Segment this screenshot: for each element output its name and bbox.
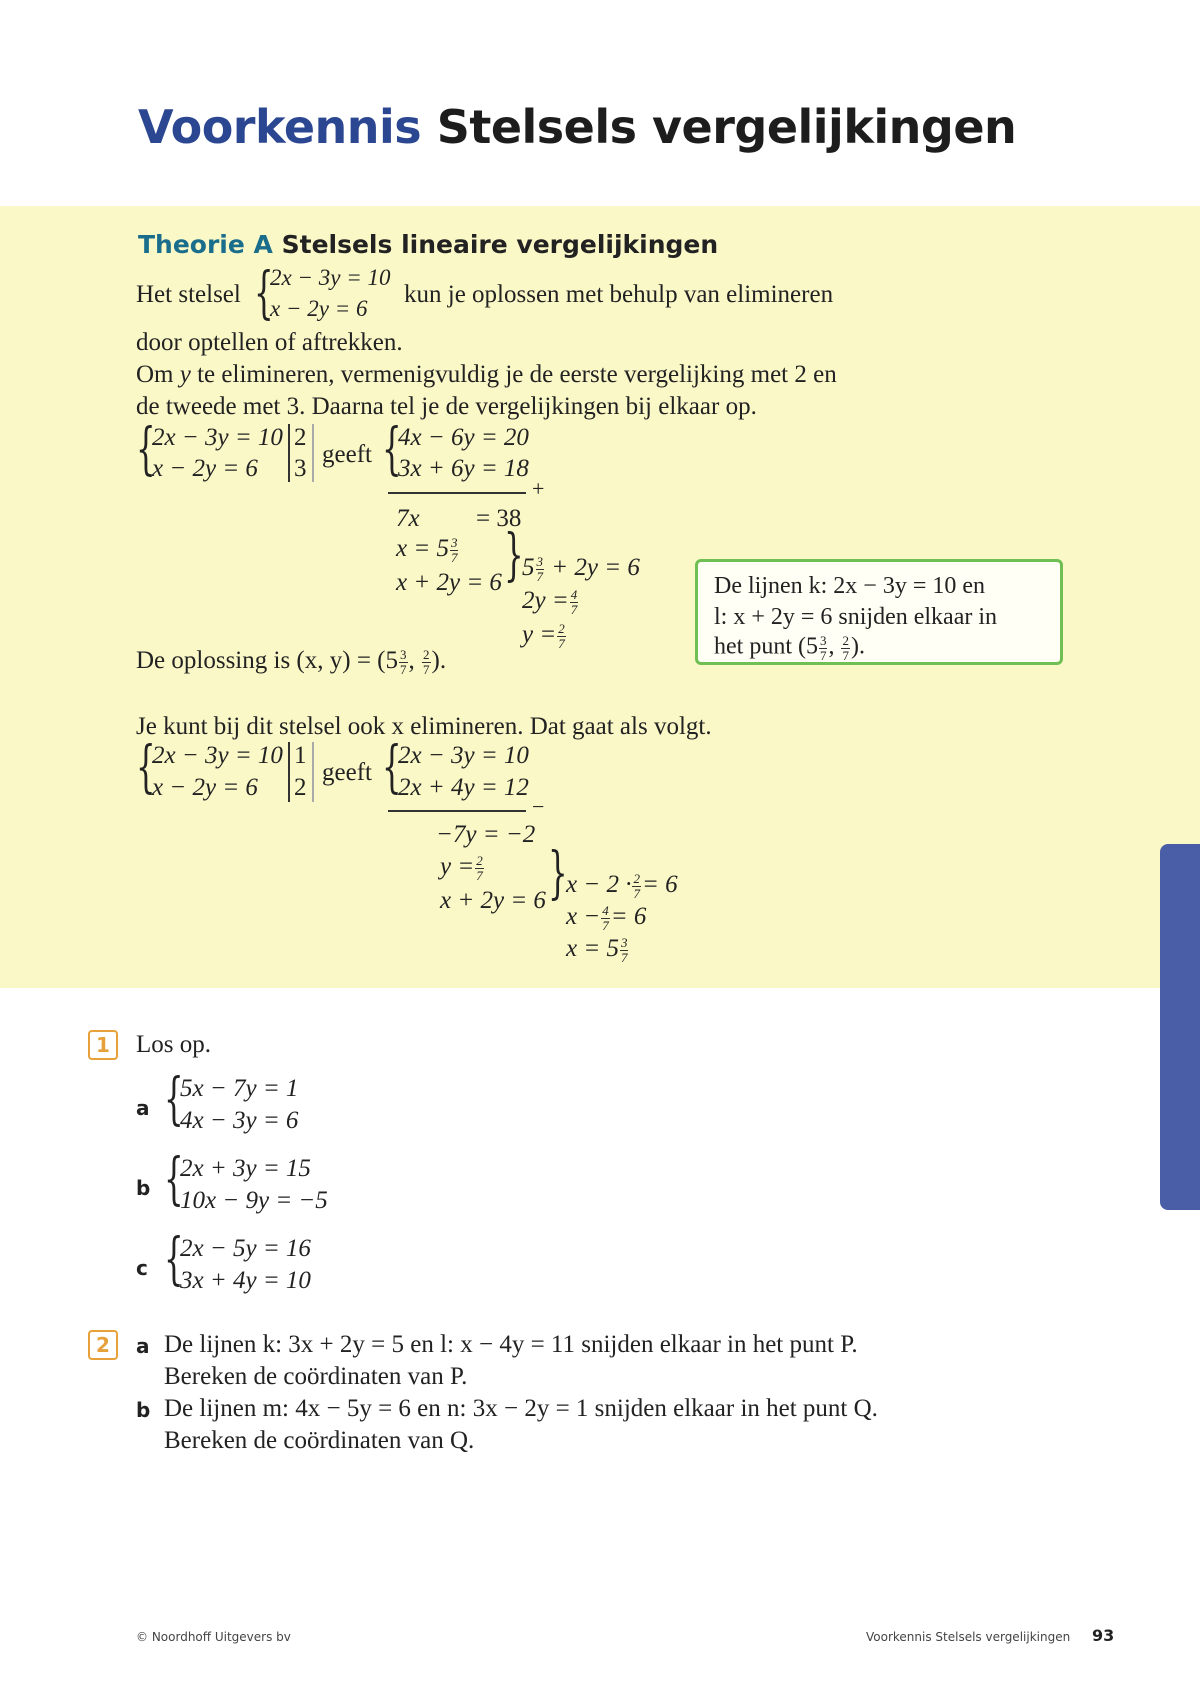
ex2-diff: −7y = −2 xyxy=(436,821,536,848)
ex1-mult-1: 2 xyxy=(294,424,307,451)
intro-line-2: door optellen of aftrekken. xyxy=(136,329,403,356)
ex2-eq-2: x − 2y = 6 xyxy=(152,774,258,801)
ex1-sum-left: 7x xyxy=(396,505,420,532)
ex2-mult-2: 2 xyxy=(294,774,307,801)
method-line-1: Om y te elimineren, vermenigvuldig je de eerste vergelijking met 2 en xyxy=(136,361,837,388)
ex2-step1-fraction: $\frac{2}{7}$ xyxy=(633,871,640,901)
ex1-multiplier-bar-right xyxy=(312,424,314,482)
ex1-step1-fraction: $\frac{3}{7}$ xyxy=(536,554,543,584)
exercise-2a-letter: a xyxy=(136,1334,150,1358)
exercise-1b-eq-2: 10x − 9y = −5 xyxy=(180,1187,328,1214)
exercise-number-2: 2 xyxy=(88,1330,118,1360)
ex1-result-2: 3x + 6y = 18 xyxy=(398,455,529,482)
exercise-2a-line-2: Bereken de coördinaten van P. xyxy=(164,1363,468,1390)
intersection-note xyxy=(695,559,1063,665)
ex2-step3-fraction: $\frac{3}{7}$ xyxy=(620,935,628,965)
ex1-sum-line xyxy=(388,492,526,494)
ex1-step-3: y = $\frac{2}{7}$ xyxy=(522,621,565,651)
ex2-result-2: 2x + 4y = 12 xyxy=(398,774,529,801)
exercise-1a-eq-1: 5x − 7y = 1 xyxy=(180,1075,299,1102)
theory-title: Stelsels lineaire vergelijkingen xyxy=(281,230,719,259)
ex1-step-1: 5 $\frac{3}{7}$ + 2y = 6 xyxy=(522,554,640,584)
exercise-1a-brace: { xyxy=(164,1067,184,1132)
theory-label: Theorie A xyxy=(138,230,273,259)
page-title xyxy=(138,100,1016,154)
exercise-1-instruction: Los op. xyxy=(136,1031,211,1058)
note-line-1: De lijnen k: 2x − 3y = 10 en xyxy=(714,573,986,599)
ex2-y-fraction: $\frac{2}{7}$ xyxy=(476,853,483,883)
ex1-back-eq: x + 2y = 6 xyxy=(396,569,502,596)
title-main: Stelsels vergelijkingen xyxy=(436,100,1017,154)
ex2-multiplier-bar-right xyxy=(312,742,314,802)
note-line-3: het punt (5 $\frac{3}{7}$ , $\frac{2}{7}$ ). xyxy=(714,633,865,663)
ex1-geeft: geeft xyxy=(322,441,372,468)
ex2-step-3: x = 5 $\frac{3}{7}$ xyxy=(566,935,628,965)
ex1-eq-2: x − 2y = 6 xyxy=(152,455,258,482)
exercise-1c-brace: { xyxy=(164,1227,184,1292)
ex1-x-fraction: $\frac{3}{7}$ xyxy=(450,535,458,565)
exercise-1b-eq-1: 2x + 3y = 15 xyxy=(180,1155,311,1182)
ex2-result-1: 2x − 3y = 10 xyxy=(398,742,529,769)
intro-suffix: kun je oplossen met behulp van elimineren xyxy=(404,281,834,308)
exercise-2b-letter: b xyxy=(136,1398,151,1422)
intro-eq-2: x − 2y = 6 xyxy=(270,296,368,321)
exercise-1b-letter: b xyxy=(136,1176,151,1200)
solution-fraction-y: $\frac{2}{7}$ xyxy=(423,647,430,677)
ex2-y-value: y = $\frac{2}{7}$ xyxy=(440,853,483,883)
footer-publisher: © Noordhoff Uitgevers bv xyxy=(136,1630,291,1644)
exercise-2b-line-1: De lijnen m: 4x − 5y = 6 en n: 3x − 2y = 1 snijden elkaar in het punt Q. xyxy=(164,1395,878,1422)
theory-heading xyxy=(138,230,718,259)
ex1-sum-right: = 38 xyxy=(476,505,522,532)
ex1-mult-2: 3 xyxy=(294,455,307,482)
exercise-1c-letter: c xyxy=(136,1256,148,1280)
footer-section: Voorkennis Stelsels vergelijkingen xyxy=(866,1630,1071,1644)
ex2-step2-fraction: $\frac{4}{7}$ xyxy=(602,903,609,933)
note-fraction-x: $\frac{3}{7}$ xyxy=(819,633,827,663)
ex1-operator: + xyxy=(532,476,545,501)
alt-method-line: Je kunt bij dit stelsel ook x elimineren. Dat gaat als volgt. xyxy=(136,713,712,740)
chapter-side-tab xyxy=(1160,844,1200,1210)
intro-prefix: Het stelsel xyxy=(136,281,241,308)
solution-line: De oplossing is (x, y) = (5 $\frac{3}{7}$ , $\frac{2}{7}$ ). xyxy=(136,647,447,677)
ex2-mult-1: 1 xyxy=(294,742,307,769)
title-accent: Voorkennis xyxy=(138,100,422,154)
ex1-step3-fraction: $\frac{2}{7}$ xyxy=(558,621,565,651)
note-fraction-y: $\frac{2}{7}$ xyxy=(842,633,849,663)
exercise-2b-line-2: Bereken de coördinaten van Q. xyxy=(164,1427,475,1454)
method-line-2: de tweede met 3. Daarna tel je de vergelijkingen bij elkaar op. xyxy=(136,393,757,420)
ex1-step2-fraction: $\frac{4}{7}$ xyxy=(570,587,578,617)
ex1-eq-1: 2x − 3y = 10 xyxy=(152,424,283,451)
ex2-geeft: geeft xyxy=(322,759,372,786)
note-line-2: l: x + 2y = 6 snijden elkaar in xyxy=(714,604,998,630)
exercise-1b-brace: { xyxy=(164,1147,184,1212)
ex2-diff-line xyxy=(388,810,526,812)
exercise-number-1: 1 xyxy=(88,1030,118,1060)
ex1-brace: { xyxy=(136,417,156,482)
intro-brace: { xyxy=(254,261,274,326)
solution-fraction-x: $\frac{3}{7}$ xyxy=(400,647,407,677)
ex2-brace: { xyxy=(136,735,156,800)
intro-eq-1: 2x − 3y = 10 xyxy=(270,265,391,290)
ex1-back-brace: } xyxy=(504,523,524,588)
ex2-back-eq: x + 2y = 6 xyxy=(440,887,546,914)
exercise-1c-eq-1: 2x − 5y = 16 xyxy=(180,1235,311,1262)
ex2-result-brace: { xyxy=(382,735,402,800)
exercise-1a-letter: a xyxy=(136,1096,150,1120)
ex2-eq-1: 2x − 3y = 10 xyxy=(152,742,283,769)
ex1-step-2: 2y = $\frac{4}{7}$ xyxy=(522,587,578,617)
ex2-multiplier-bar xyxy=(288,742,290,802)
ex2-step-2: x − $\frac{4}{7}$ = 6 xyxy=(566,903,647,933)
page-number: 93 xyxy=(1092,1626,1115,1645)
exercise-2a-line-1: De lijnen k: 3x + 2y = 5 en l: x − 4y = 11 snijden elkaar in het punt P. xyxy=(164,1331,858,1358)
ex1-multiplier-bar xyxy=(288,424,290,482)
ex2-operator: − xyxy=(532,794,545,819)
ex1-result-brace: { xyxy=(382,417,402,482)
ex2-step-1: x − 2 · $\frac{2}{7}$ = 6 xyxy=(566,871,678,901)
ex1-x-value: x = 5 $\frac{3}{7}$ xyxy=(396,535,458,565)
exercise-1c-eq-2: 3x + 4y = 10 xyxy=(180,1267,311,1294)
ex1-result-1: 4x − 6y = 20 xyxy=(398,424,529,451)
exercise-1a-eq-2: 4x − 3y = 6 xyxy=(180,1107,299,1134)
ex2-back-brace: } xyxy=(548,841,568,906)
